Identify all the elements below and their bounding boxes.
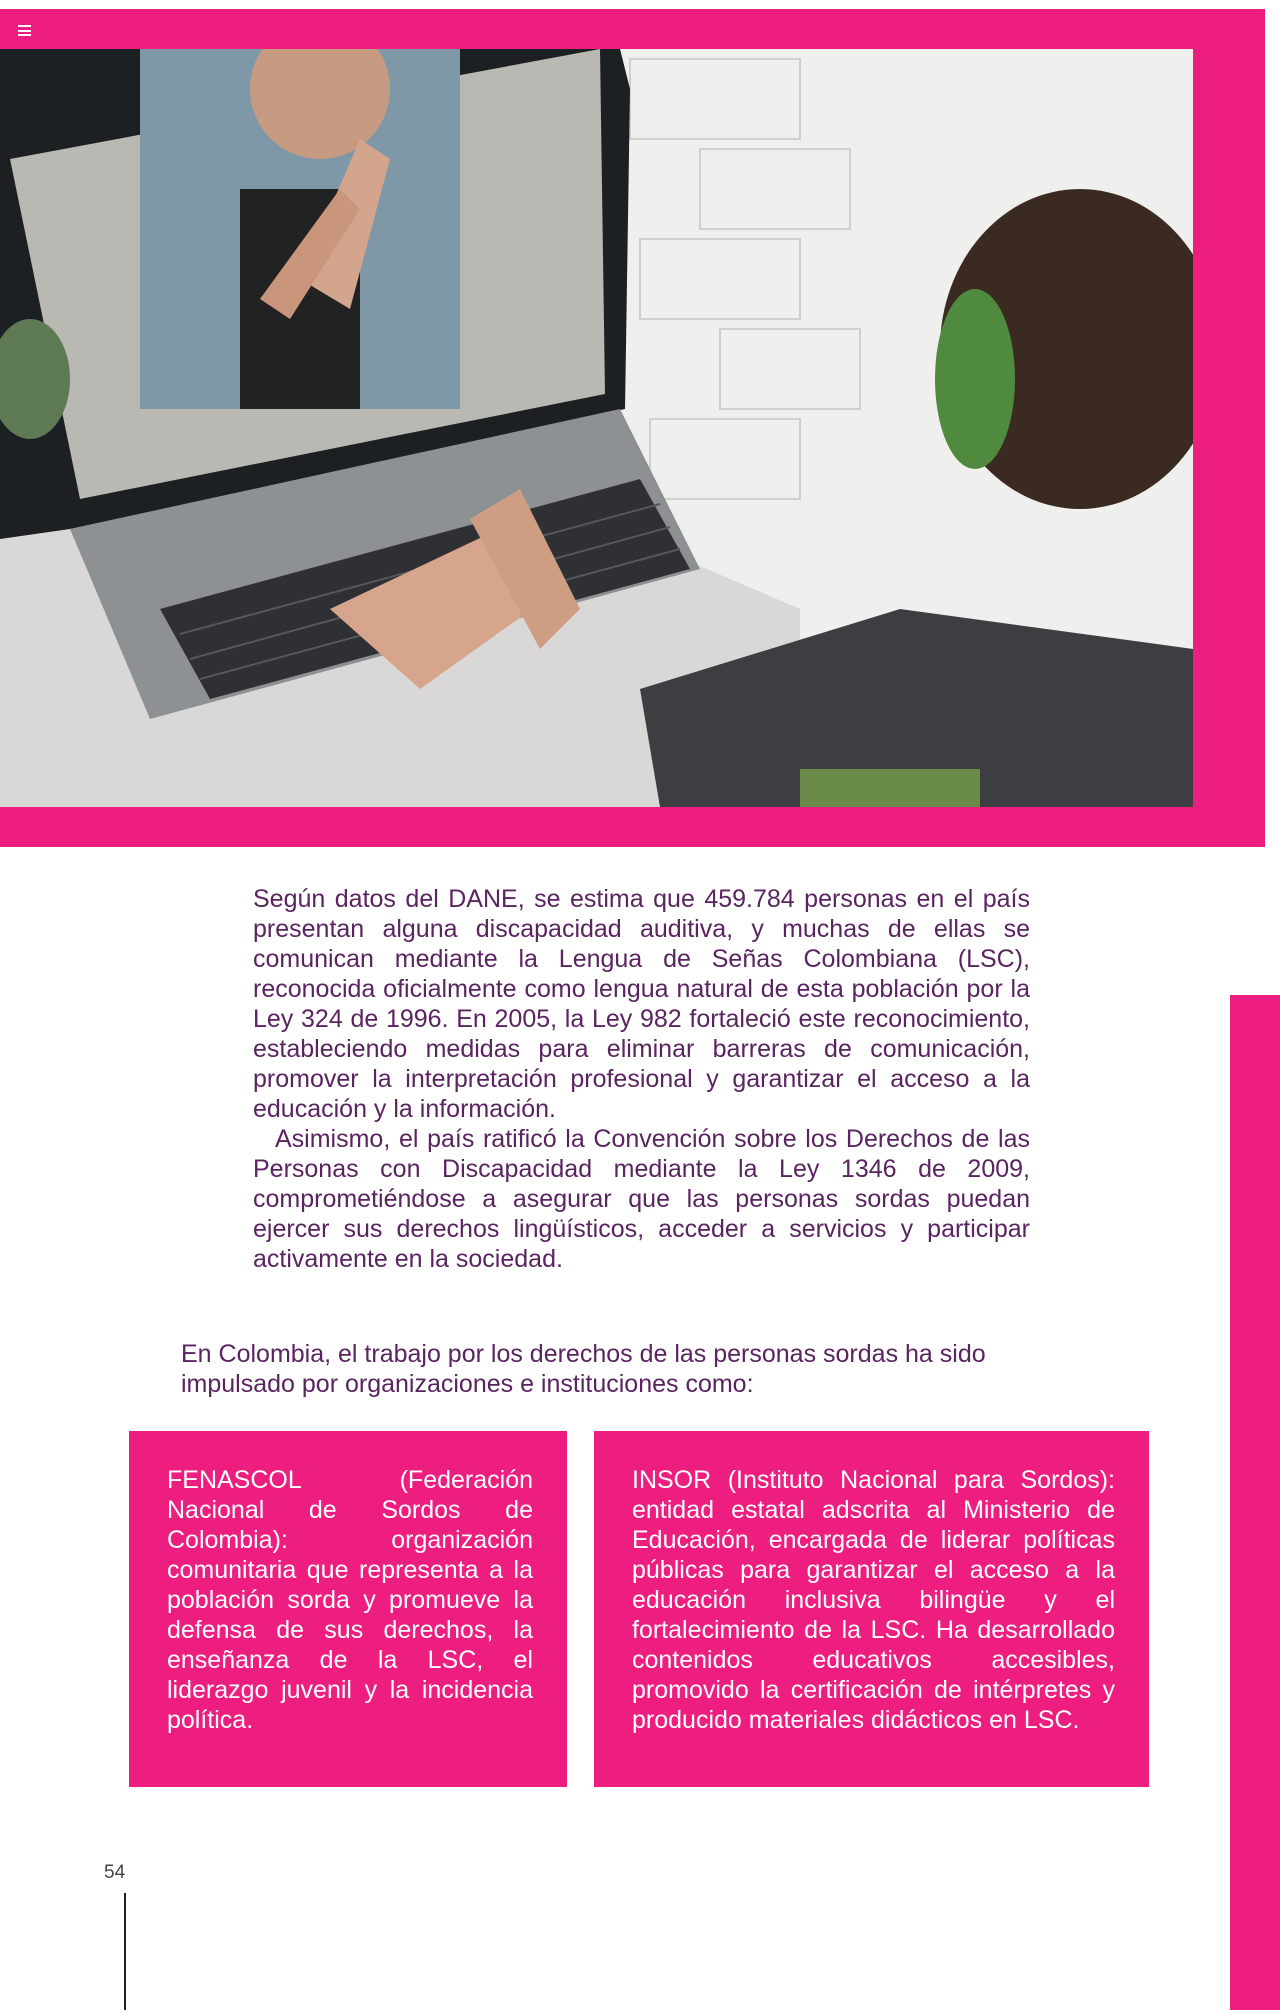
- side-accent-strip: [1230, 995, 1280, 2010]
- photo-illustration: [0, 49, 1193, 807]
- card-insor: [594, 1431, 1149, 1787]
- intro-paragraph-2: Asimismo, el país ratificó la Convención sobre los Derechos de las Personas con Discapacidad mediante la Ley 1346 de 2009, comprometiéndose a asegurar que las personas sordas puedan ejercer sus derechos lingüísticos, acceder a servicios y participar activamente en la sociedad.: [253, 1125, 1030, 1273]
- photo-sign-language-video-call: [0, 49, 1193, 807]
- card-fenascol-text: FENASCOL (Federación Nacional de Sordos de Colombia): organización comunitaria que representa a la población sorda y promueve la defensa de sus derechos, la enseñanza de la LSC, el liderazgo juvenil y la incidencia política.: [167, 1466, 533, 1734]
- hamburger-menu-icon[interactable]: [18, 25, 31, 36]
- organizations-lead-in: En Colombia, el trabajo por los derechos de las personas sordas ha sido impulsado por organizaciones e instituciones como:: [181, 1340, 986, 1398]
- page-number: 54: [104, 1862, 126, 1883]
- card-fenascol: [129, 1431, 567, 1787]
- intro-paragraph-1: Según datos del DANE, se estima que 459.784 personas en el país presentan alguna discapacidad auditiva, y muchas de ellas se comunican mediante la Lengua de Señas Colombiana (LSC), reconocida oficialmente como lengua natural de esta población por la Ley 324 de 1996. En 2005, la Ley 982 fortaleció este reconocimiento, estableciendo medidas para eliminar barreras de comunicación, promover la interpretación profesional y garantizar el acceso a la educación y la información.: [253, 885, 1030, 1123]
- intro-paragraph: [253, 884, 1030, 1274]
- card-insor-text: INSOR (Instituto Nacional para Sordos): entidad estatal adscrita al Ministerio de Educación, encargada de liderar políticas públicas para garantizar el acceso a la educación inclusiva bilingüe y el fortalecimiento de la LSC. Ha desarrollado contenidos educativos accesibles, promovido la certificación de intérpretes y producido materiales didácticos en LSC.: [632, 1466, 1115, 1734]
- page-number-rule: [124, 1893, 126, 2010]
